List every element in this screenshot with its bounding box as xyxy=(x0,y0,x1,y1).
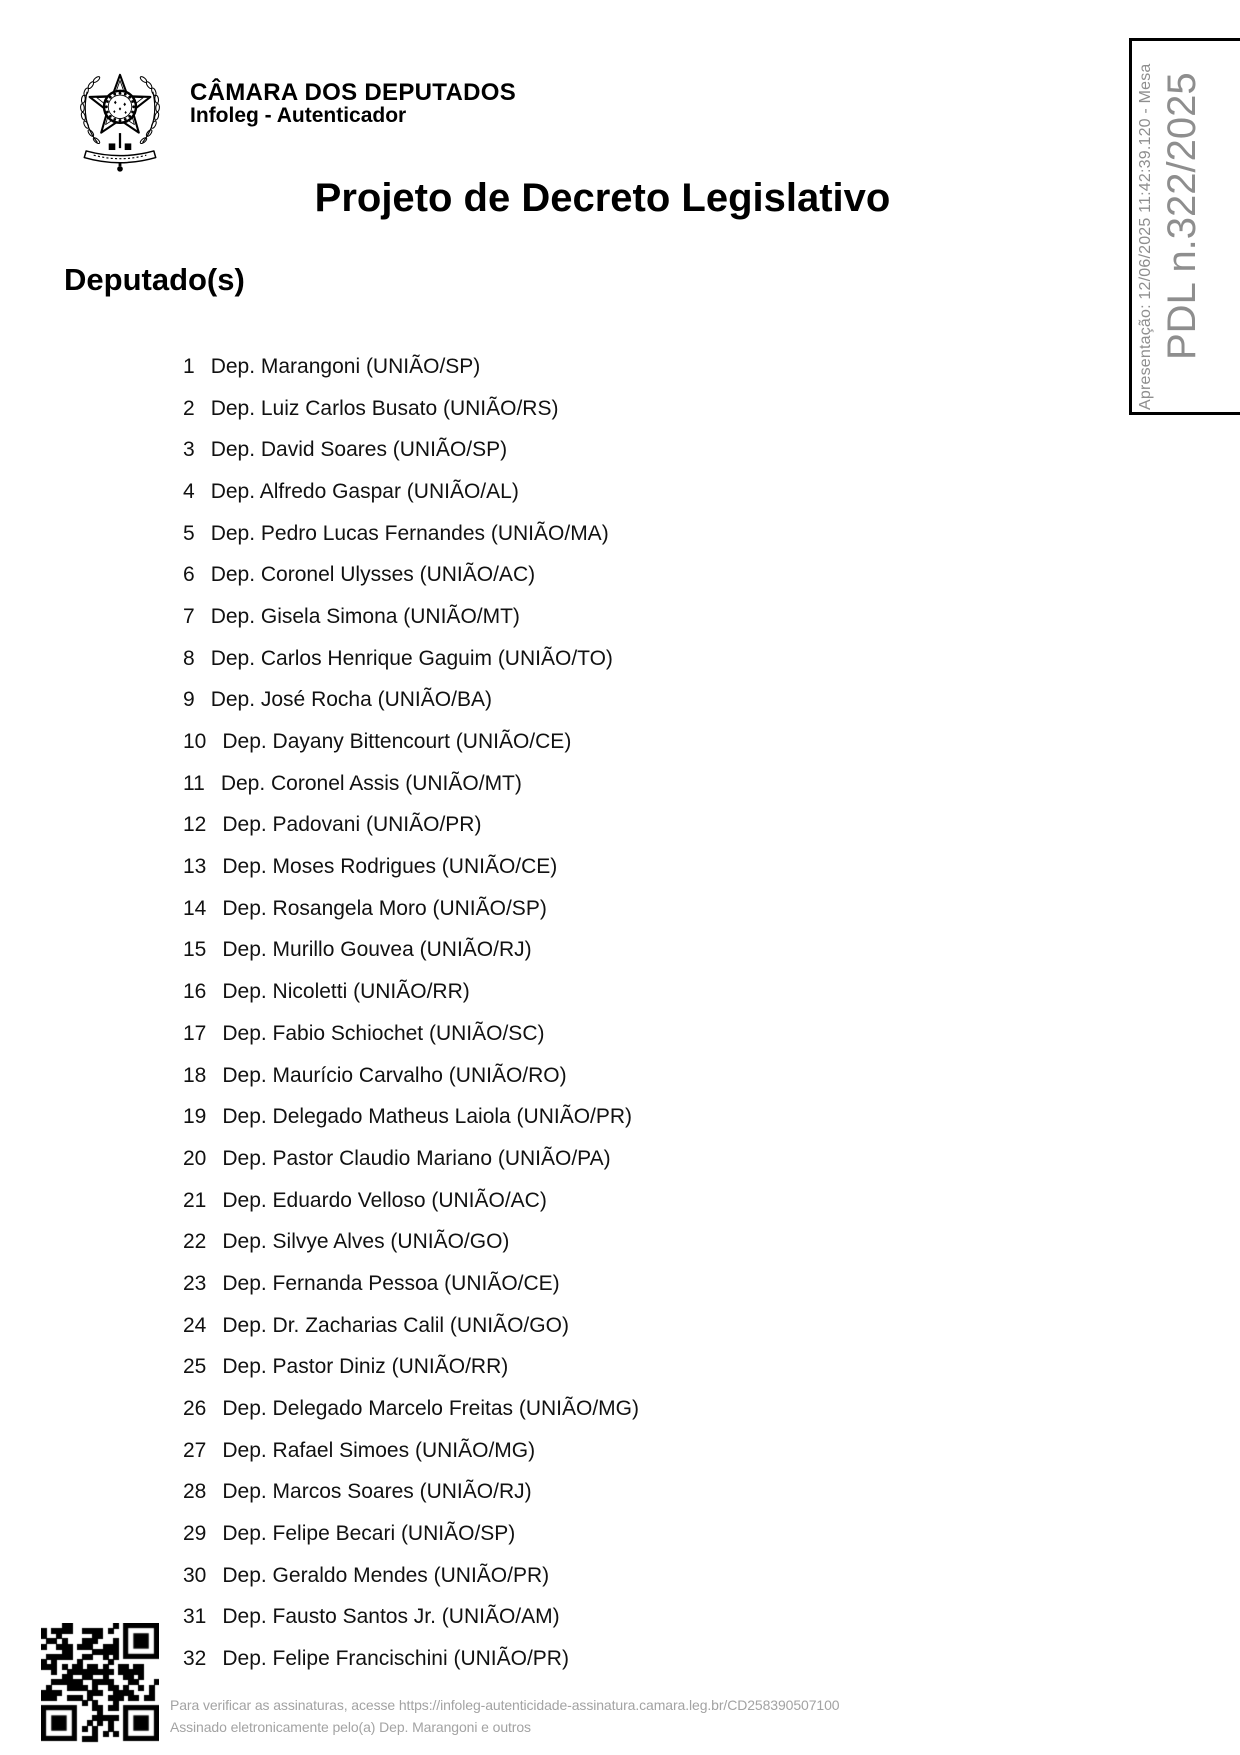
deputy-list-item xyxy=(183,388,639,430)
deputy-number: 1 xyxy=(183,354,195,378)
deputy-list-item xyxy=(183,721,639,763)
presentation-timestamp: Apresentação: 12/06/2025 11:42:39.120 - Mesa xyxy=(1137,63,1154,410)
deputy-list-item xyxy=(183,805,639,847)
deputy-number: 17 xyxy=(183,1021,207,1045)
deputy-list-item xyxy=(183,1430,639,1472)
deputy-number: 26 xyxy=(183,1397,207,1421)
deputy-number: 6 xyxy=(183,563,195,587)
brazil-coat-of-arms-icon xyxy=(73,62,167,176)
deputy-name: Dep. Eduardo Velloso (UNIÃO/AC) xyxy=(222,1188,547,1212)
signature-verification-text: Para verificar as assinaturas, acesse https://infoleg-autenticidade-assinatura.camara.leg.br/CD258390507100 xyxy=(170,1697,840,1713)
deputy-name: Dep. Carlos Henrique Gaguim (UNIÃO/TO) xyxy=(210,646,613,670)
org-name: CÂMARA DOS DEPUTADOS xyxy=(190,79,517,106)
deputy-list-item xyxy=(183,638,639,680)
deputy-number: 27 xyxy=(183,1438,207,1462)
deputy-list-item xyxy=(183,888,639,930)
deputy-number: 24 xyxy=(183,1313,207,1337)
deputy-list-item xyxy=(183,846,639,888)
deputy-number: 10 xyxy=(183,730,207,754)
deputy-name: Dep. Pastor Diniz (UNIÃO/RR) xyxy=(222,1355,509,1379)
deputy-list-item xyxy=(183,1638,639,1680)
deputy-list-item xyxy=(183,971,639,1013)
deputy-number: 19 xyxy=(183,1105,207,1129)
deputy-name: Dep. Pastor Claudio Mariano (UNIÃO/PA) xyxy=(222,1146,611,1170)
deputy-list-item xyxy=(183,1096,639,1138)
app-name: Infoleg - Autenticador xyxy=(190,104,407,127)
deputy-name: Dep. Coronel Ulysses (UNIÃO/AC) xyxy=(210,563,536,587)
deputy-name: Dep. Rafael Simoes (UNIÃO/MG) xyxy=(222,1438,536,1462)
deputy-number: 3 xyxy=(183,438,195,462)
deputy-name: Dep. Nicoletti (UNIÃO/RR) xyxy=(222,980,470,1004)
deputy-list-item xyxy=(183,1013,639,1055)
page-title: Projeto de Decreto Legislativo xyxy=(314,176,891,220)
deputy-list-item xyxy=(183,1305,639,1347)
deputy-name: Dep. Fernanda Pessoa (UNIÃO/CE) xyxy=(222,1271,560,1295)
deputy-list-item xyxy=(183,1555,639,1597)
deputy-name: Dep. Pedro Lucas Fernandes (UNIÃO/MA) xyxy=(210,521,609,545)
deputy-name: Dep. Gisela Simona (UNIÃO/MT) xyxy=(210,604,520,628)
deputy-name: Dep. David Soares (UNIÃO/SP) xyxy=(210,438,508,462)
deputy-number: 18 xyxy=(183,1063,207,1087)
deputy-name: Dep. Rosangela Moro (UNIÃO/SP) xyxy=(222,896,547,920)
deputy-list-item xyxy=(183,1263,639,1305)
deputy-name: Dep. Padovani (UNIÃO/PR) xyxy=(222,813,482,837)
electronic-signature-text: Assinado eletronicamente pelo(a) Dep. Marangoni e outros xyxy=(170,1719,531,1735)
deputy-name: Dep. Dr. Zacharias Calil (UNIÃO/GO) xyxy=(222,1313,569,1337)
deputy-list-item xyxy=(183,1138,639,1180)
deputy-list-item xyxy=(183,1347,639,1389)
deputy-name: Dep. Coronel Assis (UNIÃO/MT) xyxy=(220,771,522,795)
deputy-number: 2 xyxy=(183,396,195,420)
deputy-number: 25 xyxy=(183,1355,207,1379)
deputy-list-item xyxy=(183,596,639,638)
deputy-list-item xyxy=(183,1180,639,1222)
deputy-number: 11 xyxy=(183,771,205,795)
deputy-name: Dep. Marangoni (UNIÃO/SP) xyxy=(210,354,481,378)
deputy-number: 8 xyxy=(183,646,195,670)
deputy-list-item xyxy=(183,680,639,722)
deputy-list-item xyxy=(183,763,639,805)
deputy-number: 20 xyxy=(183,1146,207,1170)
deputy-name: Dep. Silvye Alves (UNIÃO/GO) xyxy=(222,1230,510,1254)
deputy-name: Dep. Alfredo Gaspar (UNIÃO/AL) xyxy=(210,479,519,503)
deputy-name: Dep. Dayany Bittencourt (UNIÃO/CE) xyxy=(222,730,572,754)
section-heading: Deputado(s) xyxy=(64,262,245,297)
deputy-number: 16 xyxy=(183,980,207,1004)
deputy-name: Dep. Delegado Marcelo Freitas (UNIÃO/MG) xyxy=(222,1397,639,1421)
deputy-number: 15 xyxy=(183,938,207,962)
deputy-number: 4 xyxy=(183,479,195,503)
deputy-number: 28 xyxy=(183,1480,207,1504)
deputy-name: Dep. Murillo Gouvea (UNIÃO/RJ) xyxy=(222,938,532,962)
deputies-list xyxy=(183,346,639,1680)
deputy-number: 12 xyxy=(183,813,207,837)
deputy-number: 31 xyxy=(183,1605,207,1629)
deputy-list-item xyxy=(183,429,639,471)
deputy-name: Dep. Maurício Carvalho (UNIÃO/RO) xyxy=(222,1063,567,1087)
deputy-number: 14 xyxy=(183,896,207,920)
deputy-name: Dep. Felipe Becari (UNIÃO/SP) xyxy=(222,1522,516,1546)
deputy-list-item xyxy=(183,1221,639,1263)
deputy-number: 22 xyxy=(183,1230,207,1254)
deputy-number: 30 xyxy=(183,1563,207,1587)
deputy-number: 32 xyxy=(183,1647,207,1671)
deputy-list-item xyxy=(183,513,639,555)
deputy-list-item xyxy=(183,1388,639,1430)
deputy-name: Dep. Marcos Soares (UNIÃO/RJ) xyxy=(222,1480,532,1504)
deputy-name: Dep. Fabio Schiochet (UNIÃO/SC) xyxy=(222,1021,545,1045)
deputy-number: 9 xyxy=(183,688,195,712)
deputy-name: Dep. Delegado Matheus Laiola (UNIÃO/PR) xyxy=(222,1105,633,1129)
deputy-list-item xyxy=(183,554,639,596)
deputy-number: 21 xyxy=(183,1188,207,1212)
deputy-name: Dep. Moses Rodrigues (UNIÃO/CE) xyxy=(222,855,558,879)
deputy-name: Dep. Geraldo Mendes (UNIÃO/PR) xyxy=(222,1563,550,1587)
deputy-number: 29 xyxy=(183,1522,207,1546)
qr-code xyxy=(41,1623,159,1743)
deputy-number: 13 xyxy=(183,855,207,879)
deputy-name: Dep. Luiz Carlos Busato (UNIÃO/RS) xyxy=(210,396,559,420)
deputy-list-item xyxy=(183,930,639,972)
deputy-list-item xyxy=(183,346,639,388)
deputy-list-item xyxy=(183,471,639,513)
deputy-list-item xyxy=(183,1513,639,1555)
deputy-name: Dep. José Rocha (UNIÃO/BA) xyxy=(210,688,492,712)
deputy-list-item xyxy=(183,1597,639,1639)
deputy-list-item xyxy=(183,1055,639,1097)
deputy-list-item xyxy=(183,1472,639,1514)
deputy-name: Dep. Fausto Santos Jr. (UNIÃO/AM) xyxy=(222,1605,560,1629)
document-number: PDL n.322/2025 xyxy=(1160,72,1204,360)
deputy-number: 23 xyxy=(183,1271,207,1295)
deputy-name: Dep. Felipe Francischini (UNIÃO/PR) xyxy=(222,1647,569,1671)
deputy-number: 5 xyxy=(183,521,195,545)
deputy-number: 7 xyxy=(183,604,195,628)
